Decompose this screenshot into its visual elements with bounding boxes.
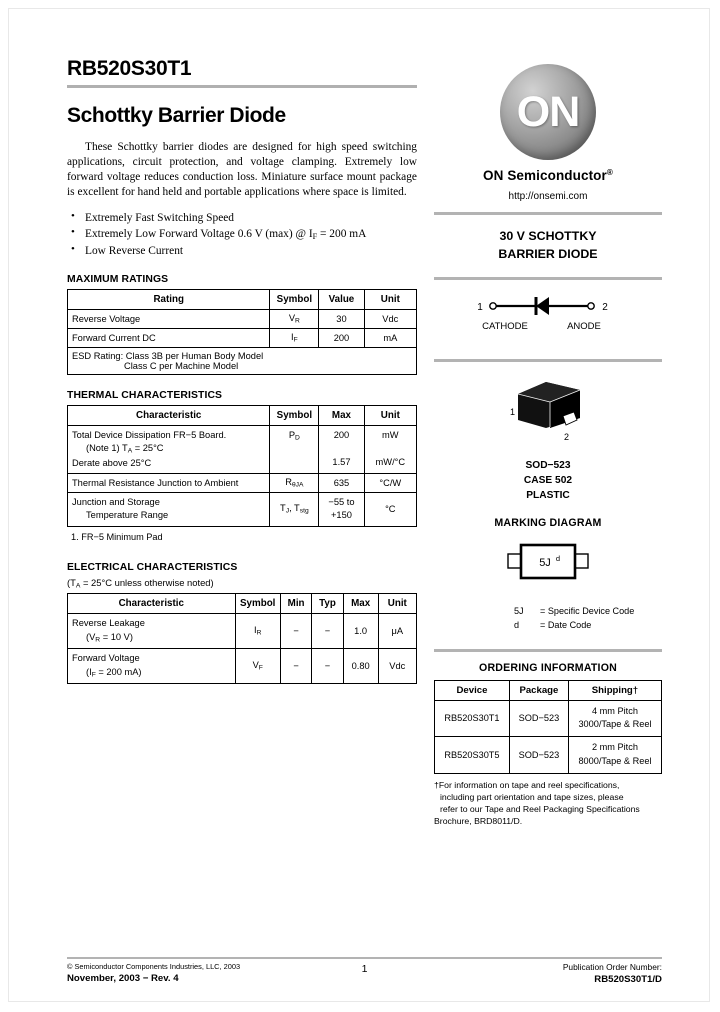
column-header-characteristic: Characteristic	[68, 594, 236, 614]
feature-text: Low Reverse Current	[85, 245, 184, 258]
max-value-1: −55 to	[328, 496, 355, 507]
column-header-unit: Unit	[378, 594, 416, 614]
marking-date-code-text: d	[555, 554, 561, 564]
ordering-information-table	[434, 680, 662, 774]
column-header-rating: Rating	[68, 290, 270, 310]
table-row-esd	[68, 347, 417, 374]
electrical-characteristics-heading: ELECTRICAL CHARACTERISTICS	[67, 561, 238, 573]
sidebar-divider	[434, 359, 662, 362]
page-number: 1	[361, 963, 368, 975]
cell-package: SOD−523	[509, 700, 568, 737]
marking-diagram-svg	[488, 539, 608, 589]
column-header-unit: Unit	[364, 405, 416, 425]
table-header-row	[435, 680, 662, 700]
cell-device: RB520S30T1	[435, 700, 510, 737]
sidebar-divider	[434, 649, 662, 652]
electrical-characteristics-subheading: ($T_A = 25^\circ C$ unless otherwise noted)	[67, 576, 214, 590]
thermal-table-note: 1. FR−5 Minimum Pad	[71, 531, 163, 542]
note-line-2: including part orientation and tape sizes, please	[440, 791, 624, 802]
cell-value: 200	[319, 329, 364, 348]
cell-characteristic: Thermal Resistance Junction to Ambient	[68, 474, 270, 493]
marking-diagram	[434, 539, 662, 594]
cell-symbol: $P_D$	[270, 425, 319, 473]
table-row	[68, 474, 417, 493]
cell-max	[319, 492, 364, 526]
page-title: RB520S30T1	[67, 57, 192, 80]
cell-shipping	[568, 737, 661, 774]
cathode-label: CATHODE	[482, 320, 528, 332]
copyright-text: © Semiconductor Components Industries, LLC, 2003	[67, 962, 241, 971]
legend-row	[514, 618, 662, 632]
cell-unit: °C/W	[364, 474, 416, 493]
table-row	[68, 649, 417, 684]
registered-mark: ®	[606, 168, 613, 178]
max-value-1: 200	[333, 430, 350, 441]
diode-symbol-diagram	[434, 290, 662, 347]
electrical-characteristics-table	[67, 593, 417, 684]
maximum-ratings-table	[67, 289, 417, 374]
column-header-package: Package	[509, 680, 568, 700]
maximum-ratings-heading: MAXIMUM RATINGS	[67, 274, 169, 286]
shipping-line-1: 4 mm Pitch	[591, 705, 638, 716]
thermal-line-2: Temperature Range	[86, 510, 169, 521]
cell-typ: −	[312, 649, 343, 684]
footer-right	[563, 962, 662, 985]
thermal-characteristics-table	[67, 405, 417, 527]
cell-min: −	[280, 649, 311, 684]
pin-2-number: 2	[602, 301, 608, 313]
publication-label: Publication Order Number:	[562, 962, 662, 972]
brand-name	[434, 168, 662, 183]
anode-label: ANODE	[567, 320, 601, 332]
cell-value: 30	[319, 310, 364, 329]
ordering-footnote	[434, 779, 662, 828]
esd-line-1: ESD Rating: Class 3B per Human Body Model	[72, 350, 264, 361]
cell-symbol: $T_J$, $T_{stg}$	[270, 492, 319, 526]
cell-max	[319, 425, 364, 473]
cell-esd-rating	[68, 347, 417, 374]
marking-code-text: 5J	[539, 557, 551, 570]
list-item	[67, 243, 417, 259]
cell-symbol: $I_R$	[235, 614, 280, 649]
list-item	[67, 210, 417, 226]
package-line-3: PLASTIC	[526, 489, 570, 501]
shipping-line-1: 2 mm Pitch	[591, 742, 638, 753]
package-pin-1-number: 1	[510, 406, 516, 417]
column-header-device: Device	[435, 680, 510, 700]
note-line-1: †For information on tape and reel specifications,	[434, 779, 620, 790]
thermal-line-1: Total Device Dissipation FR−5 Board.	[72, 429, 227, 440]
table-header-row	[68, 290, 417, 310]
unit-value-1: mW	[382, 430, 399, 441]
table-row	[435, 737, 662, 774]
cell-unit: Vdc	[364, 310, 416, 329]
table-row	[68, 310, 417, 329]
table-row	[68, 329, 417, 348]
table-header-row	[68, 594, 417, 614]
package-pin-2-number: 2	[564, 431, 570, 442]
date-revision-text: November, 2003 − Rev. 4	[67, 973, 179, 984]
column-header-min: Min	[280, 594, 311, 614]
thermal-characteristics-heading: THERMAL CHARACTERISTICS	[67, 389, 223, 401]
product-title	[434, 228, 662, 264]
legend-text: Specific Device Code	[547, 606, 635, 617]
column-header-max: Max	[343, 594, 378, 614]
table-row	[68, 614, 417, 649]
cell-unit: μA	[378, 614, 416, 649]
feature-text: Extremely Fast Switching Speed	[85, 212, 235, 225]
cell-unit: mA	[364, 329, 416, 348]
legend-eq: =	[540, 606, 546, 617]
package-line-2: CASE 502	[523, 474, 573, 486]
cell-rating: Forward Current DC	[68, 329, 270, 348]
unit-value-2: mW/°C	[375, 457, 406, 468]
package-line-1: SOD−523	[525, 459, 571, 471]
esd-line-2: Class C per Machine Model	[124, 360, 239, 371]
website-url[interactable]: http://onsemi.com	[508, 191, 588, 202]
sidebar-column	[434, 64, 662, 827]
publication-number: RB520S30T1/D	[594, 974, 662, 985]
cell-symbol: $V_F$	[235, 649, 280, 684]
main-content-column	[67, 57, 417, 684]
package-label	[434, 459, 662, 503]
legend-text: Date Code	[547, 620, 592, 631]
marking-legend	[514, 604, 662, 632]
product-title-line-2: BARRIER DIODE	[498, 246, 598, 261]
legend-eq: =	[540, 620, 546, 631]
cell-max: 1.0	[343, 614, 378, 649]
legend-row	[514, 604, 662, 618]
column-header-symbol: Symbol	[270, 405, 319, 425]
thermal-line-1: Junction and Storage	[72, 496, 160, 507]
shipping-line-2: 3000/Tape & Reel	[578, 719, 652, 730]
elec-line-2: ($I_F = 200$ mA)	[86, 666, 142, 679]
features-list	[67, 210, 417, 259]
cell-symbol: $R_{\theta JA}$	[270, 474, 319, 493]
product-title-line-1: 30 V SCHOTTKY	[499, 229, 597, 243]
cell-characteristic	[68, 425, 270, 473]
elec-line-1: Reverse Leakage	[72, 618, 145, 629]
diode-symbol-svg	[448, 290, 648, 342]
legend-key: d	[514, 620, 520, 631]
table-row	[435, 700, 662, 737]
anode-terminal-dot	[588, 303, 594, 309]
cell-unit: Vdc	[378, 649, 416, 684]
column-header-symbol: Symbol	[235, 594, 280, 614]
column-header-max: Max	[319, 405, 364, 425]
cell-symbol: $V_R$	[270, 310, 319, 329]
note-line-3: refer to our Tape and Reel Packaging Specifications	[440, 804, 640, 815]
elec-line-2: ($V_R = 10$ V)	[86, 631, 133, 644]
table-header-row	[68, 405, 417, 425]
table-row	[68, 425, 417, 473]
cell-symbol: $I_F$	[270, 329, 319, 348]
cell-min: −	[280, 614, 311, 649]
elec-line-1: Forward Voltage	[72, 653, 140, 664]
marking-diagram-heading: MARKING DIAGRAM	[494, 517, 602, 530]
cell-characteristic	[68, 614, 236, 649]
package-3d-svg	[488, 372, 608, 446]
column-header-typ: Typ	[312, 594, 343, 614]
column-header-shipping: Shipping†	[568, 680, 661, 700]
cell-characteristic	[68, 649, 236, 684]
column-header-characteristic: Characteristic	[68, 405, 270, 425]
column-header-value: Value	[319, 290, 364, 310]
cell-max: 0.80	[343, 649, 378, 684]
cell-max: 635	[319, 474, 364, 493]
on-semiconductor-logo	[434, 64, 662, 160]
page-footer	[67, 957, 662, 990]
legend-key: 5J	[514, 606, 524, 617]
list-item: • Extremely Low Forward Voltage 0.6 V (max) @ $I_F = 200$ mA	[67, 226, 417, 243]
datasheet-page	[8, 8, 710, 1002]
max-value-1b: +150	[330, 510, 352, 521]
cell-typ: −	[312, 614, 343, 649]
table-row	[68, 492, 417, 526]
column-header-symbol: Symbol	[270, 290, 319, 310]
cell-package: SOD−523	[509, 737, 568, 774]
cell-shipping	[568, 700, 661, 737]
cell-device: RB520S30T5	[435, 737, 510, 774]
shipping-line-2: 8000/Tape & Reel	[578, 755, 652, 766]
description-paragraph: These Schottky barrier diodes are designed for high speed switching applications, circuit protection, and voltage clamping. Extremely low forward voltage reduces conduction loss. Miniature surface mount package is excellent for hand held and portable applications where space is limited.	[67, 141, 417, 199]
thermal-line-3: Derate above 25°C	[72, 457, 152, 468]
cell-unit	[364, 425, 416, 473]
max-value-2: 1.57	[332, 457, 351, 468]
pin-1-number: 1	[477, 301, 483, 313]
column-header-unit: Unit	[364, 290, 416, 310]
sidebar-divider	[434, 277, 662, 280]
cathode-terminal-dot	[490, 303, 496, 309]
cell-unit: °C	[364, 492, 416, 526]
package-diagram	[434, 372, 662, 451]
ordering-information-heading: ORDERING INFORMATION	[479, 661, 617, 674]
footer-divider	[67, 957, 662, 959]
brand-text: ON Semiconductor	[483, 168, 607, 183]
logo-sphere-icon	[500, 64, 596, 160]
title-divider	[67, 85, 417, 88]
cell-characteristic	[68, 492, 270, 526]
sidebar-divider	[434, 212, 662, 215]
cell-rating: Reverse Voltage	[68, 310, 270, 329]
note-line-4: Brochure, BRD8011/D.	[434, 816, 523, 827]
document-title: Schottky Barrier Diode	[67, 104, 286, 128]
anode-triangle	[536, 297, 549, 315]
logo-on-text: ON	[516, 87, 580, 136]
thermal-line-2: (Note 1) $T_A = 25^\circ C$	[86, 443, 164, 455]
